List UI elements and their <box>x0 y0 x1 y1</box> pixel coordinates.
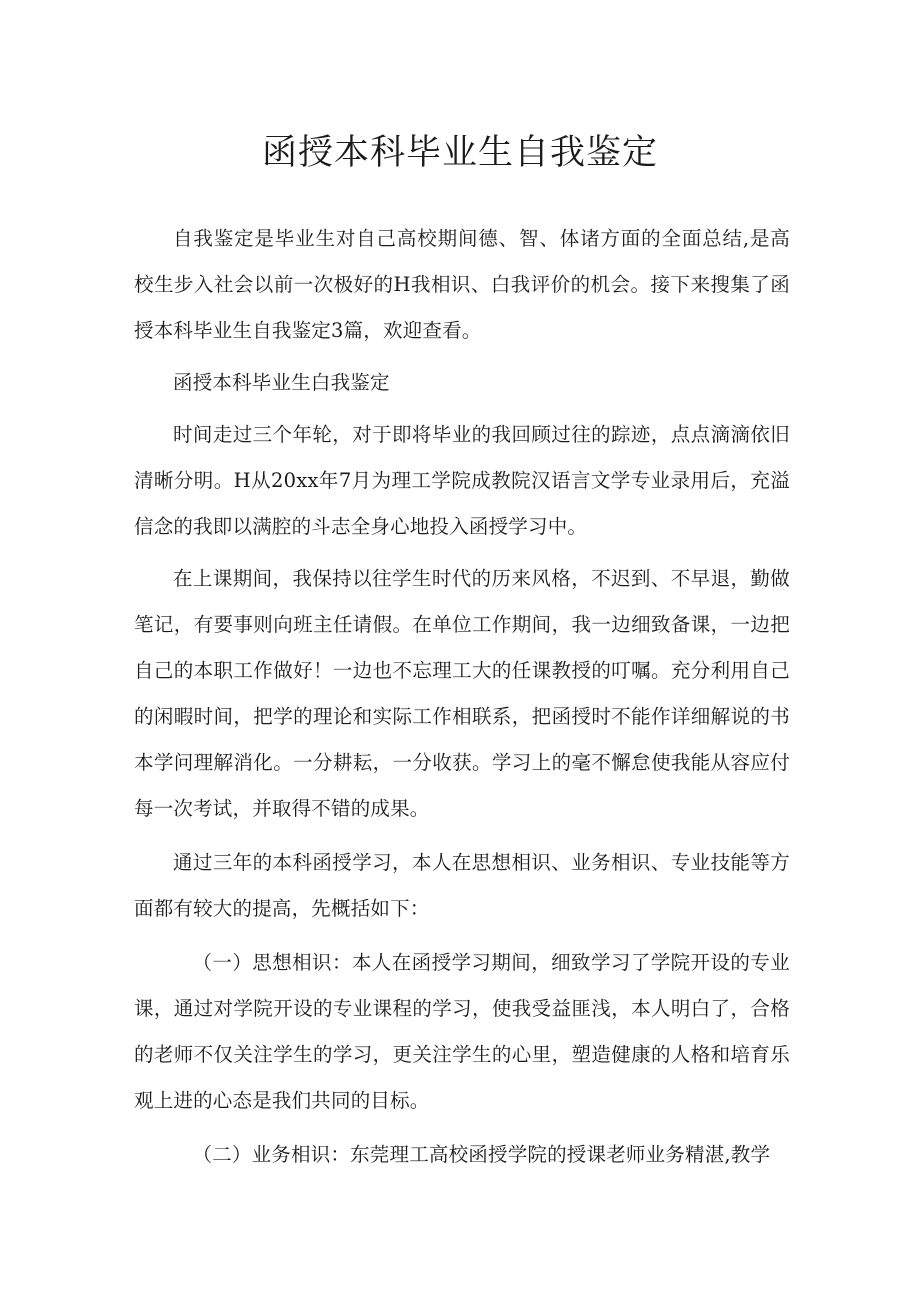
paragraph-business: （二）业务相识：东莞理工高校函授学院的授课老师业务精湛,教学 <box>192 1143 771 1166</box>
paragraph-class: 在上课期间，我保持以往学生时代的历来风格，不迟到、不早退，勤做笔记，有要事则向班主任请假。在单位工作期间，我一边细致备课，一边把自己的本职工作做好！一边也不忘理工大的任课教授的叮嘱。充分利用自己的闲暇时间，把学的理论和实际工作相联系，把函授时不能作详细解说的书本学问理解消化。一分耕耘，一分收获。学习上的毫不懈怠使我能从容应付每一次考试，并取得不错的成果。 <box>134 567 790 820</box>
paragraph-intro: 自我鉴定是毕业生对自己高校期间德、智、体诸方面的全面总结,是高校生步入社会以前一次极好的H我相识、白我评价的机会。接下来搜集了函授本科毕业生自我鉴定3篇，欢迎查看。 <box>134 227 790 342</box>
paragraph-time: 时间走过三个年轮，对于即将毕业的我回顾过往的踪迹，点点滴滴依旧清晰分明。H从20xx年7月为理工学院成教院汉语言文学专业录用后，充溢信念的我即以满腔的斗志全身心地投入函授学习中。 <box>134 423 790 538</box>
document-body <box>134 216 790 1178</box>
paragraph-thought: （一）思想相识：本人在函授学习期间，细致学习了学院开设的专业课，通过对学院开设的专业课程的学习，使我受益匪浅，本人明白了，合格的老师不仅关注学生的学习，更关注学生的心里，塑造健康的人格和培育乐观上进的心态是我们共同的目标。 <box>134 951 790 1112</box>
paragraph-summary: 通过三年的本科函授学习，本人在思想相识、业务相识、专业技能等方面都有较大的提高，先概括如下： <box>134 851 790 920</box>
paragraph-subtitle: 函授本科毕业生白我鉴定 <box>173 371 390 394</box>
document-title: 函授本科毕业生自我鉴定 <box>261 133 658 173</box>
